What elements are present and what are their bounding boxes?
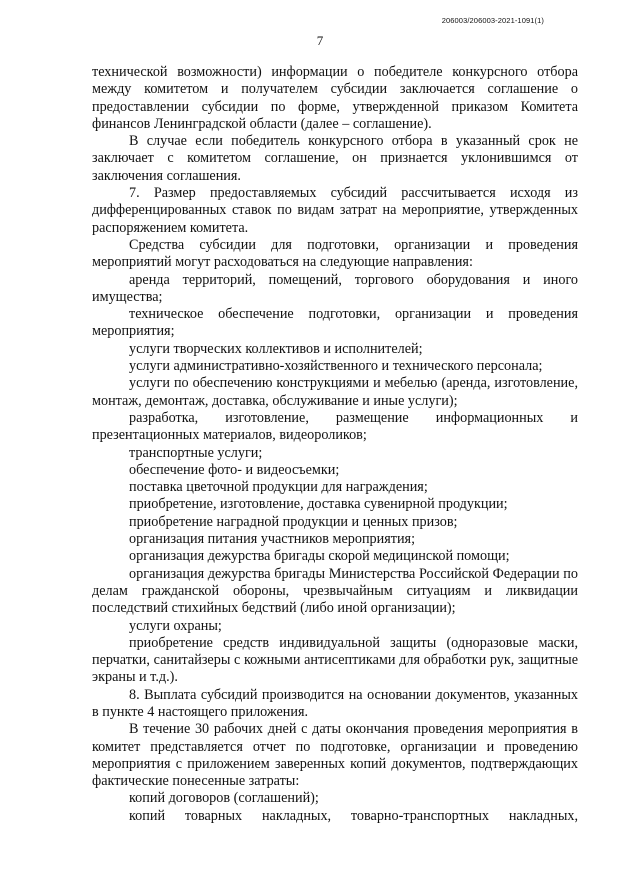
paragraph: организация дежурства бригады Министерства Российской Федерации по делам гражданской обороны, чрезвычайным ситуациям и ликвидации последствий стихийных бедствий (либо иной организации); <box>92 565 578 617</box>
paragraph: организация питания участников мероприятия; <box>129 531 416 548</box>
paragraph: Средства субсидии для подготовки, организации и проведения мероприятий могут расходоваться на следующие направления: <box>92 236 578 271</box>
page-number: 7 <box>316 33 324 48</box>
document-code: 206003/206003-2021-1091(1) <box>441 16 544 25</box>
paragraph: В течение 30 рабочих дней с даты окончания проведения мероприятия в комитет представляется отчет по подготовке, организации и проведению мероприятия с приложением заверенных копий документов, подтверждающих фактические понесенные затраты: <box>92 721 578 790</box>
paragraph: В случае если победитель конкурсного отбора в указанный срок не заключает с комитетом соглашение, он признается уклонившимся от заключения соглашения. <box>92 133 578 184</box>
paragraph: разработка, изготовление, размещение информационных и презентационных материалов, видеороликов; <box>92 409 578 444</box>
paragraph: 8. Выплата субсидий производится на основании документов, указанных в пункте 4 настоящего приложения. <box>92 686 578 720</box>
paragraph: услуги охраны; <box>129 617 222 634</box>
paragraph: аренда территорий, помещений, торгового оборудования и иного имущества; <box>92 271 578 305</box>
paragraph: поставка цветочной продукции для награждения; <box>129 479 428 496</box>
paragraph: организация дежурства бригады скорой медицинской помощи; <box>129 548 510 565</box>
paragraph: транспортные услуги; <box>129 444 263 461</box>
paragraph: технической возможности) информации о победителе конкурсного отбора между комитетом и получателем субсидии заключается соглашение о предоставлении субсидии по форме, утвержденной приказом Комитета финансов Ленинградской области (далее – соглашение). <box>92 64 578 132</box>
paragraph: 7. Размер предоставляемых субсидий рассчитывается исходя из дифференцированных ставок по видам затрат на мероприятие, утвержденных распоряжением комитета. <box>92 185 578 236</box>
document-body <box>92 64 578 825</box>
paragraph: обеспечение фото- и видеосъемки; <box>129 461 340 478</box>
paragraph: копий договоров (соглашений); <box>129 790 319 807</box>
paragraph: услуги административно-хозяйственного и технического персонала; <box>129 358 543 375</box>
paragraph: приобретение, изготовление, доставка сувенирной продукции; <box>129 496 508 513</box>
paragraph: приобретение наградной продукции и ценных призов; <box>129 513 458 530</box>
paragraph: копий товарных накладных, товарно-транспортных накладных, <box>129 807 578 824</box>
paragraph: услуги по обеспечению конструкциями и мебелью (аренда, изготовление, монтаж, демонтаж, доставка, обслуживание и иные услуги); <box>92 375 578 409</box>
paragraph: техническое обеспечение подготовки, организации и проведения мероприятия; <box>92 306 578 340</box>
paragraph: приобретение средств индивидуальной защиты (одноразовые маски, перчатки, санитайзеры с кожными антисептиками для обработки рук, защитные экраны и т.д.). <box>92 634 578 686</box>
paragraph: услуги творческих коллективов и исполнителей; <box>129 340 423 357</box>
